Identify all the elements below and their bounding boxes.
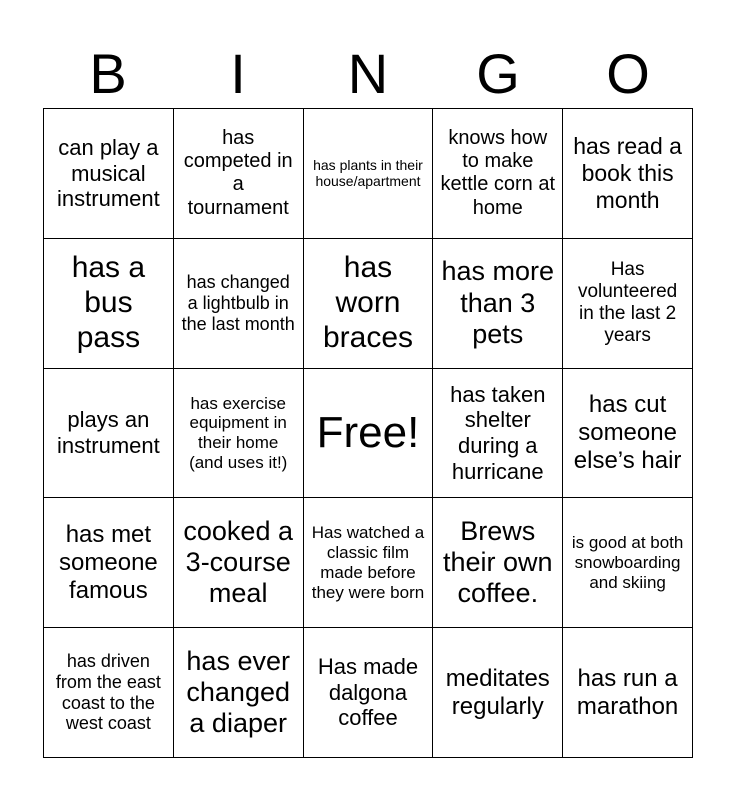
bingo-cell[interactable] xyxy=(563,628,693,758)
header-letter-o: O xyxy=(606,42,650,105)
cell-text: plays an instrument xyxy=(57,407,160,458)
bingo-cell[interactable] xyxy=(304,109,434,239)
cell-text: has changed a lightbulb in the last month xyxy=(181,271,295,334)
cell-text: has competed in a tournament xyxy=(183,127,293,219)
bingo-cell[interactable] xyxy=(44,109,174,239)
bingo-cell[interactable] xyxy=(563,498,693,628)
cell-text: Has watched a classic film made before they were born xyxy=(311,523,425,602)
cell-text: has met someone famous xyxy=(59,521,158,604)
header-letter-g: G xyxy=(476,42,520,105)
cell-text: has more than 3 pets xyxy=(441,256,555,349)
cell-text: has plants in their house/apartment xyxy=(313,157,423,190)
cell-text: Brews their own coffee. xyxy=(443,515,553,609)
bingo-cell[interactable] xyxy=(563,369,693,499)
bingo-cell[interactable] xyxy=(174,109,304,239)
cell-text: cooked a 3-course meal xyxy=(183,515,293,609)
bingo-cell[interactable] xyxy=(304,628,434,758)
cell-text: has read a book this month xyxy=(573,133,682,213)
cell-text: has a bus pass xyxy=(71,251,146,354)
header-letter-i: I xyxy=(230,42,246,105)
bingo-cell[interactable] xyxy=(304,498,434,628)
bingo-cell[interactable] xyxy=(44,239,174,369)
cell-text: knows how to make kettle corn at home xyxy=(440,127,556,219)
bingo-board xyxy=(43,108,693,758)
cell-text: can play a musical instrument xyxy=(57,135,160,212)
cell-text: has driven from the east coast to the west coast xyxy=(55,650,161,734)
cell-text: has ever changed a diaper xyxy=(186,645,290,739)
bingo-cell[interactable] xyxy=(433,109,563,239)
header-letter-n: N xyxy=(347,42,389,105)
bingo-cell[interactable] xyxy=(174,498,304,628)
bingo-cell[interactable] xyxy=(174,628,304,758)
bingo-cell[interactable] xyxy=(44,498,174,628)
bingo-cell[interactable] xyxy=(433,369,563,499)
bingo-cell[interactable] xyxy=(433,498,563,628)
cell-text: has cut someone else’s hair xyxy=(573,391,682,474)
header-letter-b: B xyxy=(89,42,127,105)
cell-text: Has made dalgona coffee xyxy=(317,654,419,731)
bingo-header xyxy=(43,40,693,108)
bingo-cell[interactable] xyxy=(563,239,693,369)
bingo-cell[interactable] xyxy=(433,239,563,369)
cell-text: has worn braces xyxy=(322,251,413,354)
cell-text: is good at both snowboarding and skiing xyxy=(571,533,684,592)
free-space-text: Free! xyxy=(316,408,420,458)
cell-text: has run a marathon xyxy=(576,664,679,720)
bingo-cell[interactable] xyxy=(44,369,174,499)
bingo-cell[interactable] xyxy=(44,628,174,758)
bingo-cell[interactable] xyxy=(304,239,434,369)
bingo-cell[interactable] xyxy=(174,369,304,499)
cell-text: Has volunteered in the last 2 years xyxy=(577,259,678,347)
cell-text: has taken shelter during a hurricane xyxy=(450,381,546,484)
cell-text: meditates regularly xyxy=(445,664,550,720)
bingo-cell[interactable] xyxy=(174,239,304,369)
bingo-cell[interactable] xyxy=(433,628,563,758)
bingo-cell[interactable] xyxy=(563,109,693,239)
free-space-cell[interactable] xyxy=(304,369,434,499)
cell-text: has exercise equipment in their home (and uses it!) xyxy=(189,393,288,472)
